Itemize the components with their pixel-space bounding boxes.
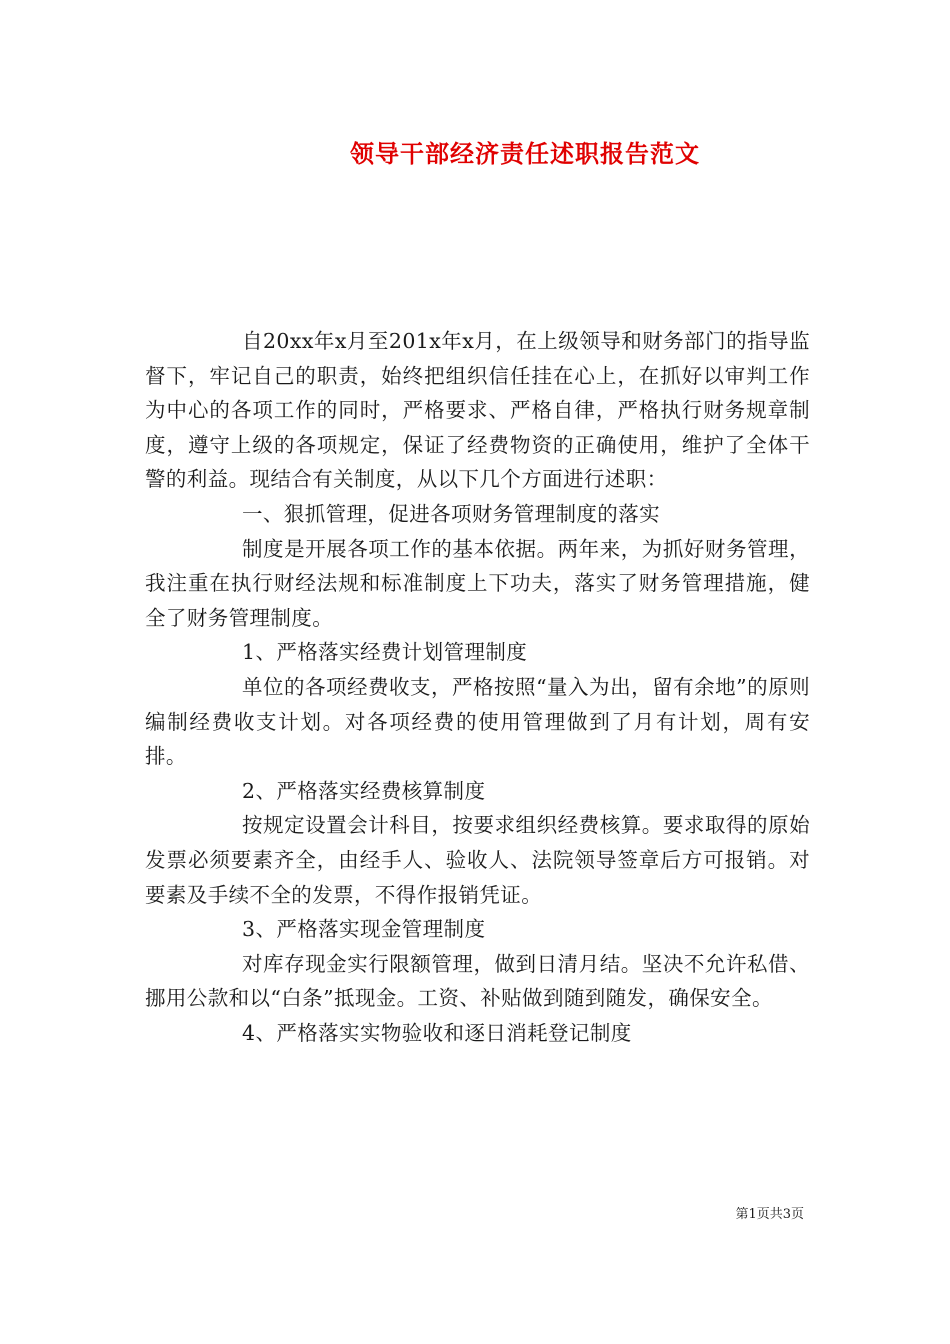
intro-paragraph: 自20xx年x月至201x年x月，在上级领导和财务部门的指导监督下，牢记自己的职责，始终把组织信任挂在心上，在抓好以审判工作为中心的各项工作的同时，严格要求、严格自律，严格执行财务规章制度，遵守上级的各项规定，保证了经费物资的正确使用，维护了全体干警的利益。现结合有关制度，从以下几个方面进行述职： (145, 329, 810, 492)
subsection-2-paragraph: 按规定设置会计科目，按要求组织经费核算。要求取得的原始发票必须要素齐全，由经手人、验收人、法院领导签章后方可报销。对要素及手续不全的发票，不得作报销凭证。 (145, 813, 810, 907)
subsection-heading-1: 1、严格落实经费计划管理制度 (242, 640, 528, 665)
document-title: 领导干部经济责任述职报告范文 (350, 139, 700, 168)
page-number: 第1页共3页 (735, 1207, 804, 1222)
section-heading-1: 一、狠抓管理，促进各项财务管理制度的落实 (242, 501, 660, 526)
section-1-paragraph: 制度是开展各项工作的基本依据。两年来，为抓好财务管理，我注重在执行财经法规和标准制度上下功夫，落实了财务管理措施，健全了财务管理制度。 (145, 536, 810, 630)
document-body (145, 324, 810, 1050)
subsection-heading-4: 4、严格落实实物验收和逐日消耗登记制度 (242, 1020, 632, 1045)
subsection-heading-2: 2、严格落实经费核算制度 (242, 778, 486, 803)
subsection-heading-3: 3、严格落实现金管理制度 (242, 917, 486, 942)
subsection-1-paragraph: 单位的各项经费收支，严格按照“量入为出，留有余地”的原则编制经费收支计划。对各项经费的使用管理做到了月有计划，周有安排。 (145, 674, 810, 769)
subsection-3-paragraph: 对库存现金实行限额管理，做到日清月结。坚决不允许私借、挪用公款和以“白条”抵现金。工资、补贴做到随到随发，确保安全。 (145, 951, 810, 1011)
